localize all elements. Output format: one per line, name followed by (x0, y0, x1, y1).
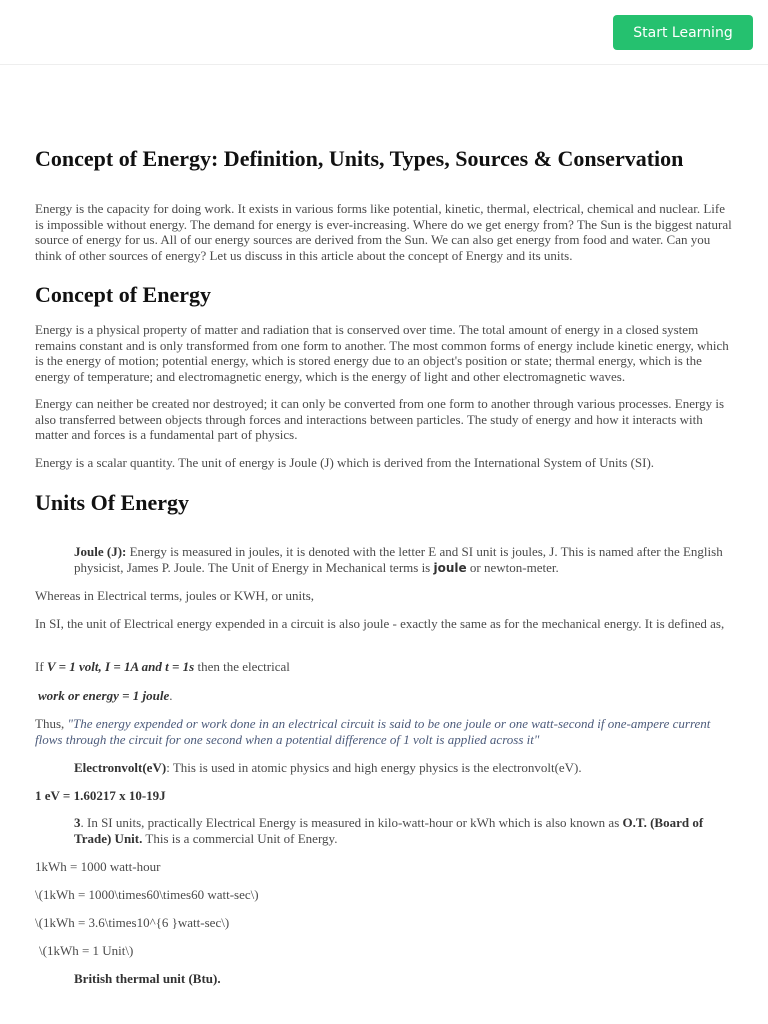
btu-line: British thermal unit (Btu). (74, 971, 221, 986)
joule-label: Joule (J): (74, 544, 127, 559)
work-energy-dot: . (169, 688, 173, 703)
ev-label: Electronvolt(eV) (74, 760, 167, 775)
joule-text-b: or newton-meter. (466, 559, 559, 575)
kwh-line-1: 1kWh = 1000 watt-hour (35, 859, 161, 874)
section-heading-units: Units Of Energy (35, 490, 189, 515)
top-bar (0, 0, 768, 65)
joule-text-a: Energy is measured in joules, it is denoted with the letter E and SI unit is joules, J. This is named after the English physicist, James P. Joule. The Unit of Energy in Mechanical terms is (74, 544, 723, 575)
if-formula: V = 1 volt, I = 1A and t = 1s (46, 659, 195, 674)
if-formula-line (35, 659, 733, 675)
work-energy-line (35, 688, 733, 704)
if-prefix: If (35, 659, 47, 674)
bot-text-a: . In SI units, practically Electrical Energy is measured in kilo-watt-hour or kWh which is also known as (80, 815, 623, 830)
bot-num: 3 (74, 815, 81, 830)
section-heading-concept: Concept of Energy (35, 282, 211, 307)
kwh-line-3: \(1kWh = 3.6\times10^{6 }watt-sec\) (35, 915, 230, 930)
thus-prefix: Thus, (35, 716, 68, 731)
work-energy: work or energy = 1 joule (38, 688, 170, 703)
if-suffix: then the electrical (194, 659, 290, 674)
kwh-line-2: \(1kWh = 1000\times60\times60 watt-sec\) (35, 887, 259, 902)
joule-paragraph (35, 544, 733, 576)
ev-text: : This is used in atomic physics and high energy physics is the electronvolt(eV). (166, 760, 582, 775)
thus-quote: "The energy expended or work done in an electrical circuit is said to be one joule or one watt-second if one-ampere current flows through the circuit for one second when a potential difference of 1 volt is applied across it" (35, 716, 711, 747)
start-learning-button[interactable]: Start Learning (613, 15, 753, 50)
concept-paragraph-3: Energy is a scalar quantity. The unit of energy is Joule (J) which is derived from the International System of Units (SI). (35, 455, 655, 470)
bot-text-b: This is a commercial Unit of Energy. (142, 830, 338, 846)
intro-paragraph: Energy is the capacity for doing work. It exists in various forms like potential, kinetic, thermal, electrical, chemical and nuclear. Life is impossible without energy. The demand for energy is ever-increasing. Where do we get energy from? The Sun is the biggest natural source of energy for us. All of our energy sources are derived from the Sun. We can also get energy from food and water. Can you think of other sources of energy? Let us discuss in this article about the concept of Energy and its units. (35, 201, 732, 263)
bot-unit-paragraph (35, 815, 733, 846)
concept-paragraph-1: Energy is a physical property of matter and radiation that is conserved over time. The total amount of energy in a closed system remains constant and is only transformed from one form to another. The most common forms of energy include kinetic energy, which is the energy of motion; potential energy, which is stored energy due to an object's position or state; thermal energy, which is the energy of temperature; and electromagnetic energy, which is the energy of light and other electromagnetic waves. (35, 322, 729, 384)
electronvolt-paragraph (35, 760, 733, 776)
bot-bold: O.T. (Board of Trade) Unit. (74, 815, 704, 846)
thus-paragraph (35, 716, 733, 747)
ev-value: 1 eV = 1.60217 x 10-19J (35, 788, 166, 803)
concept-paragraph-2: Energy can neither be created nor destroyed; it can only be converted from one form to another through various processes. Energy is also transferred between objects through forces and interactions between particles. The study of energy and how it interacts with matter and forces is a fundamental part of physics. (35, 396, 725, 442)
kwh-line-4: \(1kWh = 1 Unit\) (39, 943, 134, 958)
si-electrical: In SI, the unit of Electrical energy expended in a circuit is also joule - exactly the same as for the mechanical energy. It is defined as, (35, 616, 725, 631)
electrical-terms: Whereas in Electrical terms, joules or KWH, or units, (35, 588, 315, 603)
joule-bold: joule (433, 560, 467, 575)
article-title: Concept of Energy: Definition, Units, Types, Sources & Conservation (35, 146, 684, 171)
